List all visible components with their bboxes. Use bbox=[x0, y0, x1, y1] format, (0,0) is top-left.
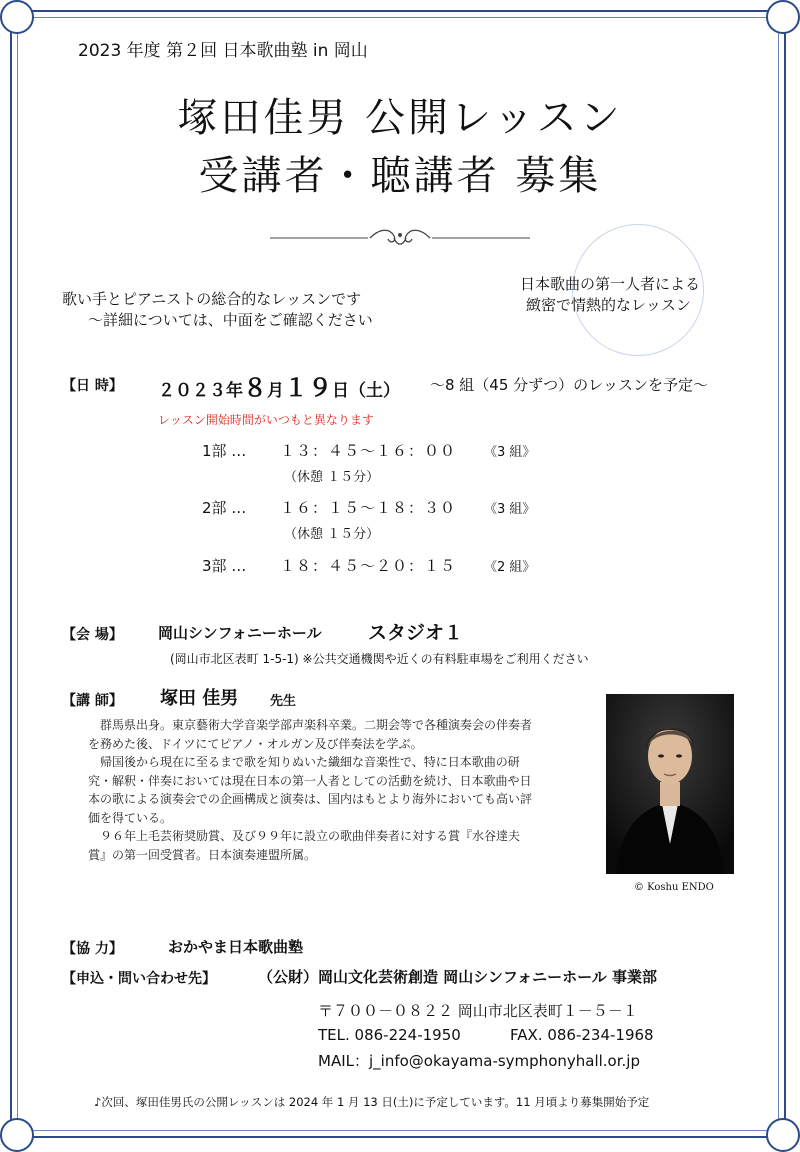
intro-right-line1: 日本歌曲の第一人者による bbox=[520, 275, 701, 293]
bio-paragraph: 帰国後から現在に至るまで歌を知りぬいた繊細な音楽性で、特に日本歌曲の研究・解釈・伴奏においては現在日本の第一人者としての活動を続け、日本歌曲や日本の歌による演奏会での企画構成と演奏は、国内はもとより海外においても高い評価を得ている。 bbox=[88, 755, 533, 825]
instructor-name: 塚田 佳男 bbox=[160, 688, 239, 709]
part-name: 2部 … bbox=[202, 499, 247, 517]
contact-tel: TEL. 086-224-1950 bbox=[318, 1026, 461, 1044]
instructor-photo bbox=[606, 694, 734, 874]
venue-address: (岡山市北区表町 1-5-1) ※公共交通機関や近くの有料駐車場をご利用ください bbox=[170, 652, 589, 666]
instructor-label: 【講 師】 bbox=[62, 693, 123, 709]
mail-link[interactable]: j_info@okayama-symphonyhall.or.jp bbox=[368, 1052, 640, 1070]
part-break: （休憩 １５分） bbox=[284, 527, 380, 542]
part-groups: 《2 組》 bbox=[484, 560, 536, 575]
part-groups: 《3 組》 bbox=[484, 445, 536, 460]
start-time-notice: レッスン開始時間がいつもと異なります bbox=[158, 413, 374, 427]
instructor-bio bbox=[88, 716, 538, 864]
venue-name: 岡山シンフォニーホール bbox=[158, 624, 322, 642]
part-name: 1部 … bbox=[202, 442, 247, 460]
intro-right-line2: 緻密で情熱的なレッスン bbox=[526, 296, 691, 314]
datetime-label: 【日 時】 bbox=[62, 378, 123, 394]
corner-ornament-icon bbox=[0, 1118, 34, 1152]
intro-left-line2: ～詳細については、中面をご確認ください bbox=[88, 311, 373, 329]
part-name: 3部 … bbox=[202, 557, 247, 575]
footer-note: ♪次回、塚田佳男氏の公開レッスンは 2024 年 1 月 13 日(土)に予定しています。11 月頃より募集開始予定 bbox=[94, 1095, 650, 1109]
contact-org: （公財）岡山文化芸術創造 岡山シンフォニーホール 事業部 bbox=[258, 968, 658, 986]
bio-paragraph: ９６年上毛芸術奨励賞、及び９９年に設立の歌曲伴奏者に対する賞『水谷達夫賞』の第一回受賞者。日本演奏連盟所属。 bbox=[88, 829, 521, 862]
cooperation-value: おかやま日本歌曲塾 bbox=[168, 938, 304, 956]
corner-ornament-icon bbox=[766, 1118, 800, 1152]
part-time: １６：１５～１８：３０ bbox=[280, 499, 457, 517]
page-title: 塚田佳男 公開レッスン bbox=[177, 95, 623, 141]
photo-credit: © Koshu ENDO bbox=[634, 882, 714, 893]
bio-paragraph: 群馬県出身。東京藝術大学音楽学部声楽科卒業。二期会等で各種演奏会の伴奏者を務めた後、ドイツにてピアノ・オルガン及び伴奏法を学ぶ。 bbox=[88, 718, 533, 751]
contact-label: 【申込・問い合わせ先】 bbox=[62, 971, 216, 987]
page-subtitle: 受講者・聴講者 募集 bbox=[198, 153, 602, 199]
datetime-note: ～8 組（45 分ずつ）のレッスンを予定～ bbox=[430, 376, 709, 394]
instructor-honorific: 先生 bbox=[270, 694, 297, 709]
corner-ornament-icon bbox=[766, 0, 800, 34]
contact-fax: FAX. 086-234-1968 bbox=[510, 1026, 654, 1044]
corner-ornament-icon bbox=[0, 0, 34, 34]
contact-postal: 〒７００－０８２２ 岡山市北区表町１－５－１ bbox=[318, 1002, 638, 1020]
venue-studio: スタジオ１ bbox=[368, 622, 464, 644]
contact-mail: MAIL：j_info@okayama-symphonyhall.or.jp bbox=[318, 1052, 640, 1070]
event-line: 2023 年度 第２回 日本歌曲塾 in 岡山 bbox=[78, 41, 368, 61]
part-break: （休憩 １５分） bbox=[284, 470, 380, 485]
part-time: １８：４５～２０：１５ bbox=[280, 557, 457, 575]
part-time: １３：４５～１６：００ bbox=[280, 442, 457, 460]
cooperation-label: 【協 力】 bbox=[62, 941, 123, 957]
part-groups: 《3 組》 bbox=[484, 502, 536, 517]
flourish-divider-icon bbox=[270, 226, 530, 250]
intro-left-line1: 歌い手とピアニストの総合的なレッスンです bbox=[62, 290, 362, 308]
venue-label: 【会 場】 bbox=[62, 627, 123, 643]
event-date: ２０２３年８月１９日（土） bbox=[158, 374, 400, 402]
